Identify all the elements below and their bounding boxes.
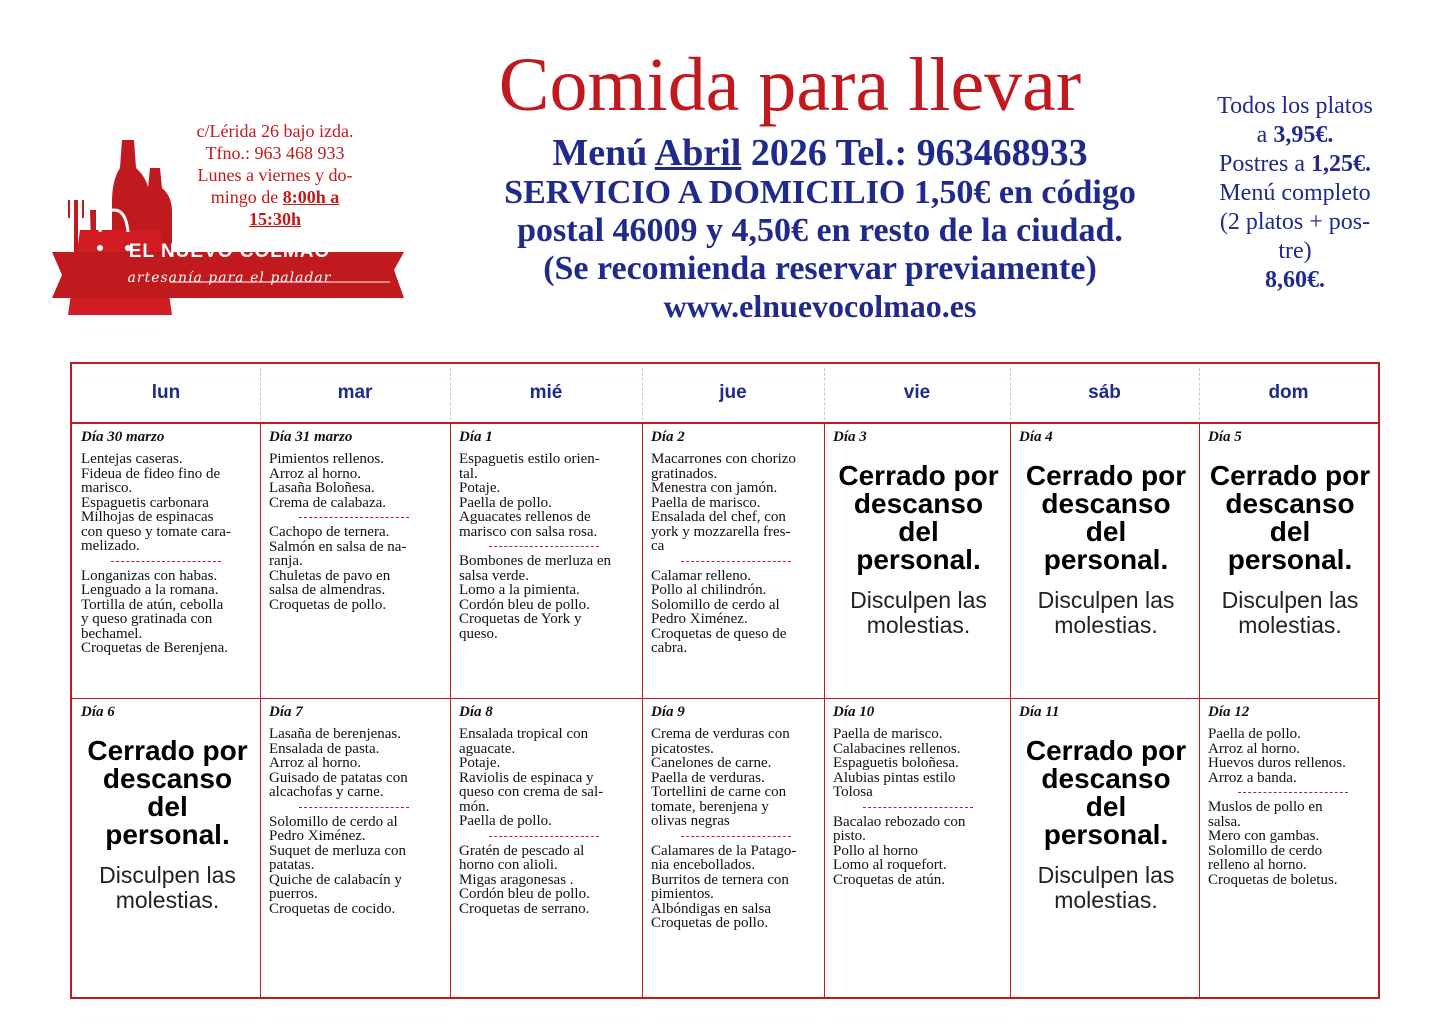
weekday-header-cell: jue (719, 382, 747, 403)
day-cell (824, 699, 1010, 999)
dish-line: melizado. (81, 538, 140, 554)
closed-text: personal. (856, 544, 981, 575)
page-title: Comida para llevar (498, 43, 1082, 127)
dish-line: Guisado de patatas con (269, 769, 408, 786)
dish-line: Lenguado a la romana. (81, 582, 219, 598)
closed-text: descanso del (1041, 763, 1171, 822)
closed-text: personal. (1043, 544, 1169, 575)
closed-text: descanso del (1225, 488, 1355, 547)
dish-line: Migas aragonesas . (459, 871, 574, 888)
dish-line: Cordón bleu de pollo. (459, 596, 590, 613)
dish-line: Ensalada tropical con (459, 726, 589, 742)
menu-calendar (70, 362, 1380, 999)
dish-line: Calabacines rellenos. (833, 740, 961, 757)
day-cell (1010, 424, 1199, 698)
apology-line: Disculpen las (1037, 587, 1175, 613)
dish-line: Suquet de merluza con (269, 842, 407, 859)
dish-line: pisto. (833, 828, 866, 844)
dish-line: Crema de verduras con (651, 726, 790, 742)
weekday-header (72, 364, 1378, 424)
closed-notice (833, 462, 1004, 638)
dish-line: tomate, berenjena y (651, 798, 769, 815)
dish-line: Croquetas de serrano. (459, 900, 590, 917)
day-cell (642, 424, 824, 698)
apology-line: Disculpen las (1037, 862, 1175, 888)
day-cell (1199, 424, 1378, 698)
day-label: Día 8 (459, 704, 493, 720)
day-label: Día 9 (651, 704, 685, 720)
dish-line: marisco. (81, 480, 133, 496)
apology-line: Disculpen las (99, 862, 236, 888)
dish-line: ranja. (269, 553, 303, 569)
dish-line: Tortilla de atún, cebolla (81, 596, 224, 613)
dish-line: queso con crema de sal- (459, 784, 604, 800)
closed-text: Cerrado por (1025, 460, 1187, 491)
apology-text (1208, 588, 1372, 638)
apology-line: molestias. (1054, 612, 1158, 638)
course-separator (299, 517, 409, 518)
dish-line: salsa. (1208, 813, 1241, 830)
dish-line: Cordón bleu de pollo. (459, 886, 590, 902)
dish-line: Potaje. (459, 755, 501, 771)
apology-text (1019, 863, 1193, 913)
dish-line: Espaguetis estilo orien- (459, 451, 600, 467)
dish-line: Cachopo de ternera. (269, 524, 390, 540)
header-separator (1199, 368, 1200, 420)
dish-line: Solomillo de cerdo al (269, 813, 398, 830)
dish-line: Paella de pollo. (1208, 726, 1301, 742)
apology-text (1019, 588, 1193, 638)
weekday-header-cell: lun (151, 382, 181, 403)
dish-line: Huevos duros rellenos. (1208, 755, 1346, 771)
dish-line: Croquetas de atún. (833, 871, 946, 888)
hours-line: 15:30h (248, 209, 301, 229)
dish-price: 3,95€. (1273, 122, 1334, 148)
dish-line: Bacalao rebozado con (833, 813, 966, 830)
day-label: Día 7 (269, 704, 303, 720)
dish-line: patatas. (269, 857, 315, 873)
dish-line: salsa de almendras. (269, 582, 386, 598)
course-separator (489, 836, 599, 837)
dessert-price: 1,25€. (1311, 151, 1371, 177)
apology-text (833, 588, 1004, 638)
dish-line: bechamel. (81, 625, 143, 642)
apology-line: molestias. (866, 612, 971, 638)
menu-month-line: Menú Abril 2026 Tel.: 963468933 (552, 132, 1088, 174)
course-separator (681, 561, 791, 562)
dish-line: Croquetas de Berenjena. (81, 640, 229, 656)
day-cell (824, 424, 1010, 698)
dish-line: Pedro Ximénez. (269, 828, 366, 844)
service-line: postal 46009 y 4,50€ en resto de la ciudad. (517, 212, 1123, 249)
closed-notice (81, 737, 254, 913)
day-label: Día 12 (1208, 704, 1250, 720)
course-separator (1238, 792, 1348, 793)
closed-notice (1208, 462, 1372, 638)
closed-text: Cerrado por (1209, 460, 1371, 491)
dish-line: Lentejas caseras. (81, 451, 183, 467)
dish-line: Macarrones con chorizo (651, 451, 796, 467)
dish-line: salsa verde. (459, 567, 529, 584)
dish-line: queso. (459, 625, 498, 642)
day-label: Día 10 (833, 704, 875, 720)
apology-line: molestias. (1238, 612, 1342, 638)
dish-line: aguacate. (459, 740, 516, 757)
dish-line: Pollo al chilindrón. (651, 582, 767, 598)
dish-line: Lomo al roquefort. (833, 857, 947, 873)
day-cell (450, 424, 642, 698)
closed-text: descanso del (1041, 488, 1171, 547)
weekday-header-cell: vie (903, 382, 931, 403)
dish-line: Croquetas de pollo. (651, 915, 769, 931)
dish-line: Pimientos rellenos. (269, 451, 384, 467)
dish-line: Arroz a banda. (1208, 769, 1297, 786)
dish-line: Tolosa (833, 784, 873, 800)
dish-line: Raviolis de espinaca y (459, 769, 594, 786)
header-separator (450, 368, 451, 420)
closed-text: personal. (105, 819, 230, 850)
dish-line: Gratén de pescado al (459, 842, 585, 859)
day-cell (642, 699, 824, 999)
hours-line: Lunes a viernes y do- (197, 165, 353, 185)
day-label: Día 31 marzo (269, 429, 353, 445)
dish-line: Paella de marisco. (833, 726, 943, 742)
reserve-note: (Se recomienda reservar previamente) (543, 250, 1097, 287)
dish-line: Croquetas de boletus. (1208, 871, 1338, 888)
dish-line: Arroz al horno. (269, 755, 362, 771)
apology-line: Disculpen las (850, 587, 987, 613)
dish-line: Salmón en salsa de na- (269, 538, 407, 555)
dish-line: y queso gratinada con (81, 611, 213, 627)
header-separator (1010, 368, 1011, 420)
dish-line: nia encebollados. (651, 857, 756, 873)
address-block (180, 120, 370, 230)
day-cell (450, 699, 642, 999)
apology-text (81, 863, 254, 913)
dish-line: Lasaña Boloñesa. (269, 480, 375, 496)
hours-line: mingo de 8:00h a (210, 187, 340, 207)
dish-line: pimientos. (651, 886, 714, 902)
dish-line: Fideua de fideo fino de (81, 465, 221, 482)
dish-line: Canelones de carne. (651, 755, 772, 771)
dish-line: puerros. (269, 886, 318, 902)
prices-block: Todos los platos a 3,95€. Postres a 1,25€. Menú completo (2 platos + pos- tre) 8,60€. (1217, 93, 1373, 293)
dish-line: ca (651, 538, 665, 554)
phone-line: Tfno.: 963 468 933 (205, 143, 345, 163)
day-cell (1010, 699, 1199, 999)
dish-line: Longanizas con habas. (81, 567, 218, 584)
dish-line: Solomillo de cerdo al (651, 596, 780, 613)
dish-line: Paella de marisco. (651, 494, 761, 511)
weekday-header-cell: mié (529, 382, 563, 403)
dish-line: marisco con salsa rosa. (459, 523, 598, 540)
dish-line: olivas negras (651, 813, 730, 829)
logo-tagline: artesanía para el paladar (127, 270, 332, 286)
dish-line: món. (459, 798, 490, 815)
dish-line: Quiche de calabacín y (269, 871, 402, 888)
dish-line: tal. (459, 465, 478, 482)
dish-line: cabra. (651, 640, 688, 656)
dish-line: Tortellini de carne con (651, 784, 787, 800)
header-separator (642, 368, 643, 420)
day-label: Día 5 (1208, 429, 1242, 445)
menu-info (440, 132, 1200, 324)
header-separator (824, 368, 825, 420)
apology-line: Disculpen las (1221, 587, 1359, 613)
weekday-header-cell: mar (337, 382, 373, 403)
closed-text: personal. (1227, 544, 1353, 575)
course-separator (863, 807, 973, 808)
header-separator (260, 368, 261, 420)
dish-line: Ensalada de pasta. (269, 740, 380, 757)
day-label: Día 4 (1019, 429, 1053, 445)
dish-line: Bombones de merluza en (459, 553, 612, 569)
dish-line: Paella de verduras. (651, 769, 765, 786)
dish-line: Alubias pintas estilo (833, 769, 956, 786)
dish-line: con queso y tomate cara- (81, 523, 231, 540)
dish-line: Ensalada del chef, con (651, 509, 786, 525)
dish-line: Croquetas de cocido. (269, 900, 396, 917)
dish-line: Lasaña de berenjenas. (269, 726, 402, 742)
closed-text: Cerrado por (838, 460, 999, 491)
dish-line: Arroz al horno. (1208, 740, 1301, 757)
dish-line: Mero con gambas. (1208, 828, 1320, 844)
dish-line: Arroz al horno. (269, 465, 362, 482)
website: www.elnuevocolmao.es (663, 288, 977, 324)
day-cell (1199, 699, 1378, 999)
dish-line: Aguacates rellenos de (459, 509, 591, 525)
dish-line: Espaguetis carbonara (81, 494, 209, 511)
dish-line: alcachofas y carne. (269, 784, 384, 800)
dish-line: Muslos de pollo en (1208, 799, 1323, 815)
day-cell (260, 699, 450, 999)
dish-line: Solomillo de cerdo (1208, 842, 1323, 859)
dish-line: york y mozzarella fres- (651, 523, 791, 540)
dish-line: Chuletas de pavo en (269, 567, 391, 584)
closed-notice (1019, 462, 1193, 638)
weekday-header-cell: dom (1268, 382, 1309, 403)
day-cell (72, 424, 260, 698)
dish-line: Milhojas de espinacas (81, 509, 214, 525)
dish-line: Espaguetis boloñesa. (833, 755, 959, 771)
closed-text: Cerrado por (1025, 735, 1187, 766)
dish-line: relleno al horno. (1208, 857, 1307, 873)
closed-notice (1019, 737, 1193, 913)
day-label: Día 2 (651, 429, 685, 445)
dish-line: Paella de pollo. (459, 494, 552, 511)
dish-line: gratinados. (651, 465, 718, 482)
dish-line: Croquetas de queso de (651, 625, 787, 642)
dish-line: Calamares de la Patago- (651, 842, 797, 859)
course-separator (681, 836, 791, 837)
dish-line: Albóndigas en salsa (651, 900, 771, 917)
closed-text: descanso del (853, 488, 984, 547)
address-line: c/Lérida 26 bajo izda. (196, 121, 354, 141)
menu-month: Abril (654, 132, 742, 174)
dish-line: Burritos de ternera con (651, 871, 789, 888)
dish-line: picatostes. (651, 740, 714, 757)
day-label: Día 1 (459, 429, 493, 445)
day-label: Día 11 (1019, 704, 1060, 720)
day-label: Día 30 marzo (81, 429, 165, 445)
day-cell (260, 424, 450, 698)
apology-line: molestias. (1054, 887, 1158, 913)
service-line: SERVICIO A DOMICILIO 1,50€ en código (504, 174, 1136, 211)
day-cell (72, 699, 260, 999)
dish-line: Pollo al horno (833, 842, 918, 859)
dish-line: Croquetas de pollo. (269, 596, 387, 613)
dish-line: Crema de calabaza. (269, 494, 387, 511)
dish-line: Lomo a la pimienta. (459, 582, 580, 598)
dish-line: Potaje. (459, 480, 501, 496)
course-separator (299, 807, 409, 808)
dish-line: Paella de pollo. (459, 813, 552, 829)
course-separator (111, 561, 221, 562)
weekday-header-cell: sáb (1088, 382, 1121, 403)
course-separator (489, 546, 599, 547)
dish-line: horno con alioli. (459, 857, 558, 873)
day-label: Día 6 (81, 704, 115, 720)
dish-line: Menestra con jamón. (651, 480, 778, 496)
closed-text: personal. (1043, 819, 1169, 850)
apology-line: molestias. (115, 887, 220, 913)
logo-name: EL NUEVO COLMAO (128, 241, 331, 262)
full-menu-price: 8,60€. (1265, 267, 1325, 293)
dish-line: Calamar relleno. (651, 567, 751, 584)
dish-line: Pedro Ximénez. (651, 611, 748, 627)
closed-text: Cerrado por (87, 735, 248, 766)
day-label: Día 3 (833, 429, 867, 445)
closed-text: descanso del (102, 763, 233, 822)
dish-line: Croquetas de York y (459, 611, 582, 627)
